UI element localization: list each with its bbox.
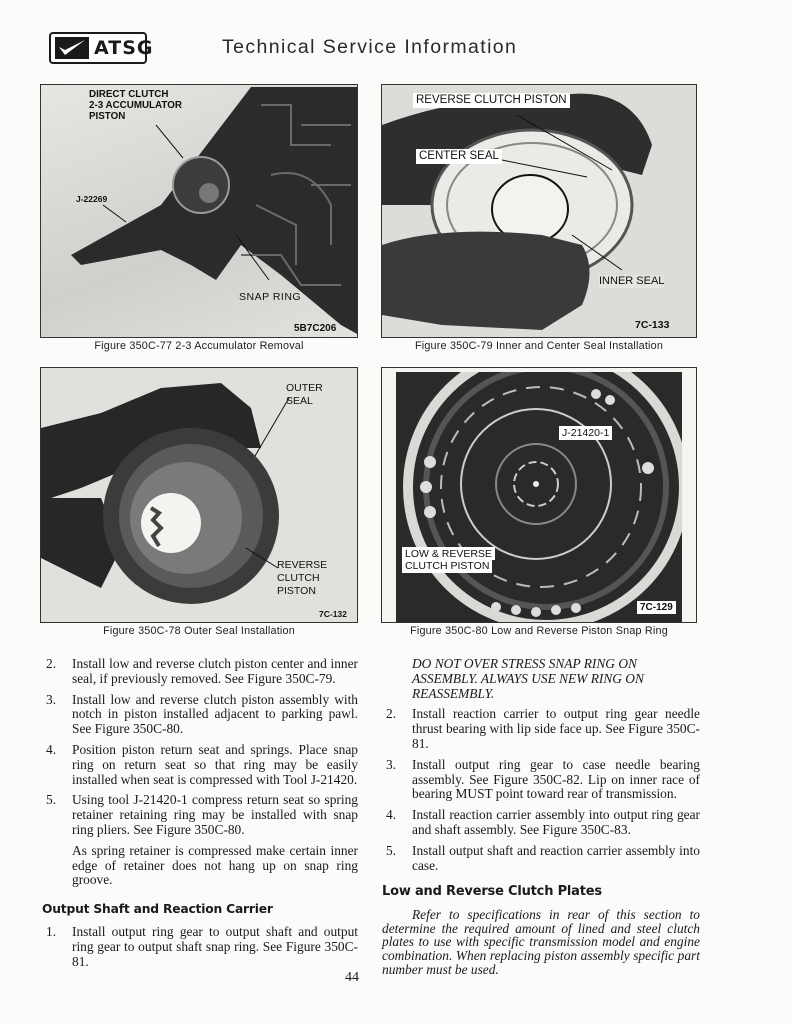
callout-low-reverse: LOW & REVERSE (402, 547, 495, 560)
step-text: Install low and reverse clutch piston assembly with notch in piston installed adjacent to parking pawl. See Figure 350C-80. (72, 691, 358, 737)
step-text: Using tool J-21420-1 compress return seat so spring retainer retaining ring may be installed with snap ring pliers. See Figure 350C-80. (72, 792, 358, 837)
section-heading-clutch-plates: Low and Reverse Clutch Plates (382, 884, 602, 900)
right-column (382, 657, 700, 976)
step-3 (382, 758, 700, 802)
warning-note: DO NOT OVER STRESS SNAP RING ON ASSEMBLY. ALWAYS USE NEW RING ON REASSEMBLY. (412, 656, 644, 701)
figure-caption: Figure 350C-78 Outer Seal Installation (103, 625, 295, 637)
figure-350c-79-image (381, 84, 697, 338)
callout-reverse-clutch-piston: REVERSE CLUTCH PISTON (413, 93, 570, 108)
output-step-1 (42, 925, 358, 969)
callout-outer: OUTER (286, 382, 323, 394)
step-number: 2. (46, 656, 57, 671)
figure-caption: Figure 350C-80 Low and Reverse Piston Snap Ring (410, 625, 668, 637)
callout-piston: PISTON (277, 585, 316, 597)
step-2 (42, 657, 358, 687)
figure-350c-77-image (40, 84, 358, 338)
callout-snap-ring: SNAP RING (239, 291, 302, 303)
step-text: Install low and reverse clutch piston center and inner seal, if previously removed. See Figure 350C-79. (72, 656, 358, 686)
left-column (42, 657, 358, 975)
checkmark-icon (55, 37, 89, 59)
callout-j-22269: J-22269 (76, 194, 108, 204)
clutch-plates-paragraph: Refer to specifications in rear of this section to determine the required amount of lined and steel clutch plates to use with specific transmission model and engine combination. When replacing piston assembly specific part number must be used. (382, 907, 700, 977)
callout-2-3-accumulator: 2-3 ACCUMULATOR (89, 100, 182, 111)
callout-direct-clutch: DIRECT CLUTCH (89, 89, 169, 100)
figure-350c-80-image (381, 367, 697, 623)
section-heading-output-shaft: Output Shaft and Reaction Carrier (42, 902, 273, 917)
step-number: 5. (46, 792, 57, 808)
step-number: 3. (46, 691, 57, 707)
callout-seal: SEAL (286, 395, 313, 407)
figure-code: 7C-129 (637, 601, 676, 614)
step-text: Install reaction carrier to output ring gear needle thrust bearing with lip side face up. See Figure 350C-81. (412, 706, 700, 751)
step-number: 4. (386, 807, 397, 823)
figure-caption: Figure 350C-79 Inner and Center Seal Installation (414, 340, 664, 352)
page-title: Technical Service Information (222, 36, 518, 58)
step-text: Install reaction carrier assembly into output ring gear and shaft assembly. See Figure 350C-83. (412, 807, 700, 837)
atsg-logo (49, 32, 154, 64)
step-text: Position piston return seat and springs. Place snap ring on return seat so that ring may be easily installed when seat is compressed with Tool J-21420. (72, 741, 358, 787)
step-number: 1. (46, 923, 57, 939)
step-4 (382, 808, 700, 838)
callout-center-seal: CENTER SEAL (416, 149, 502, 164)
step-number: 5. (386, 842, 397, 858)
page-number: 44 (345, 970, 359, 985)
step-text: Install output ring gear to case needle bearing assembly. See Figure 350C-82. Lip on inner race of bearing MUST point toward rear of transmission. (412, 756, 700, 802)
figure-code: 7C-132 (319, 609, 347, 619)
step-5 (382, 844, 700, 874)
step-text: Install output ring gear to output shaft and output ring gear to output shaft snap ring. See Figure 350C-81. (72, 923, 358, 969)
callout-clutch: CLUTCH (277, 572, 320, 584)
callout-inner-seal: INNER SEAL (599, 275, 665, 287)
figure-350c-78-image (40, 367, 358, 623)
step-number: 2. (386, 706, 397, 722)
step-number: 3. (386, 756, 397, 772)
step-3 (42, 693, 358, 737)
logo-text: ATSG (94, 36, 154, 59)
callout-j-21420-1: J-21420-1 (559, 426, 612, 440)
step-5 (42, 793, 358, 837)
step-5-note: As spring retainer is compressed make certain inner edge of retainer does not hang up on snap ring groove. (72, 842, 358, 888)
callout-piston: PISTON (89, 111, 126, 122)
figure-code: 7C-133 (635, 319, 670, 331)
figure-caption: Figure 350C-77 2-3 Accumulator Removal (94, 340, 304, 352)
step-2 (382, 707, 700, 751)
step-number: 4. (46, 741, 57, 757)
callout-clutch-piston: CLUTCH PISTON (402, 560, 492, 573)
step-4 (42, 743, 358, 787)
figure-code: 5B7C206 (294, 323, 337, 334)
step-text: Install output shaft and reaction carrier assembly into case. (412, 842, 700, 873)
callout-reverse: REVERSE (277, 559, 328, 571)
